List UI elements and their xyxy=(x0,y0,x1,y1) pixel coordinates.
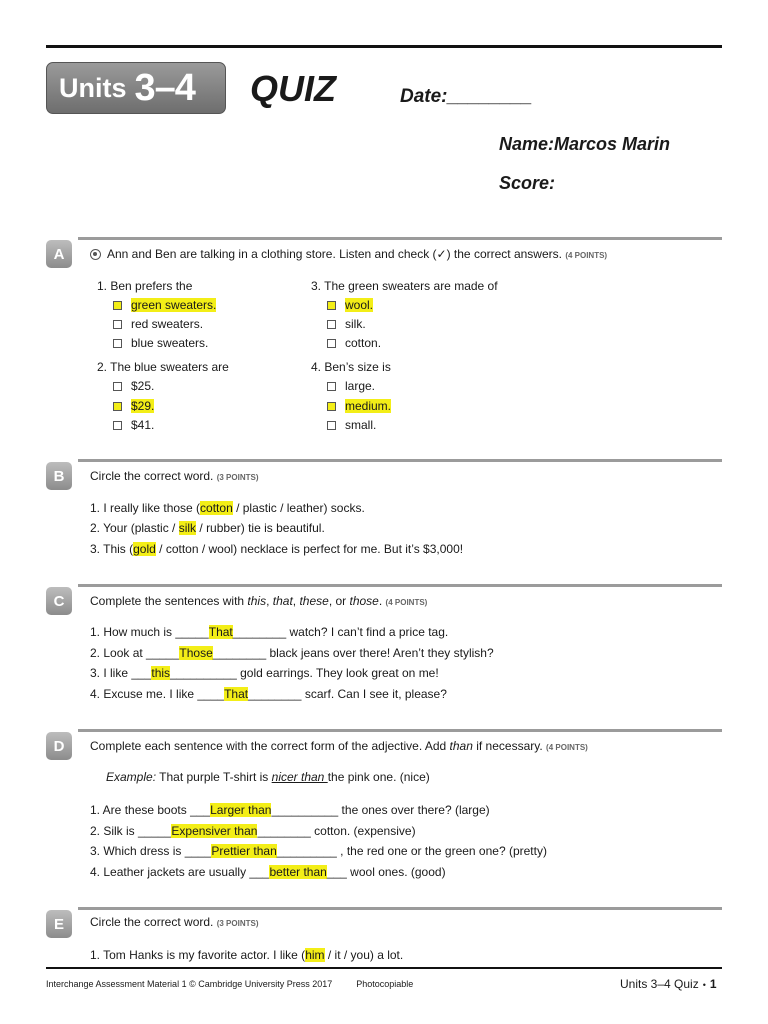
name-field: Name:Marcos Marin xyxy=(499,134,671,154)
footer-page-info: Units 3–4 Quiz • 1 xyxy=(620,977,717,991)
checkbox[interactable] xyxy=(113,382,122,391)
answer-option[interactable]: small. xyxy=(327,418,376,432)
list-item: 1. I really like those (cotton / plastic / leather) socks. xyxy=(90,501,365,515)
section-d-points: (4 POINTS) xyxy=(546,743,588,752)
answer-option[interactable]: silk. xyxy=(327,317,366,331)
photocopiable-label: Photocopiable xyxy=(356,979,414,989)
section-c-rule xyxy=(78,584,722,587)
checkbox[interactable] xyxy=(113,339,122,348)
checkbox-checked[interactable] xyxy=(327,402,336,411)
answer-option[interactable]: cotton. xyxy=(327,336,381,350)
section-c-instruction: Complete the sentences with this, that, these, or those. (4 POINTS) xyxy=(90,594,428,608)
answer-highlight: this xyxy=(151,666,171,680)
list-item: 3. I like ___this__________ gold earrings. They look great on me! xyxy=(90,666,439,680)
list-item: 4. Excuse me. I like ____That________ scarf. Can I see it, please? xyxy=(90,687,447,701)
section-b-badge: B xyxy=(46,462,72,490)
audio-icon xyxy=(90,249,101,260)
score-field: Score: xyxy=(499,173,556,193)
list-item: 4. Leather jackets are usually ___better than___ wool ones. (good) xyxy=(90,865,446,879)
answer-highlight: better than xyxy=(269,865,327,879)
answer-highlight: Expensiver than xyxy=(171,824,258,838)
section-d-rule xyxy=(78,729,722,732)
units-badge xyxy=(46,62,226,114)
answer-option[interactable]: $29. xyxy=(113,399,154,413)
answer-option[interactable]: blue sweaters. xyxy=(113,336,208,350)
footer-rule xyxy=(46,967,722,969)
answer-highlight: Prettier than xyxy=(211,844,277,858)
question-prompt: 4. Ben’s size is xyxy=(311,360,391,374)
checkbox-checked[interactable] xyxy=(113,402,122,411)
answer-highlight: gold xyxy=(133,542,156,556)
list-item: 2. Look at _____Those________ black jeans over there! Aren’t they stylish? xyxy=(90,646,494,660)
list-item: 3. Which dress is ____Prettier than_________ , the red one or the green one? (pretty) xyxy=(90,844,547,858)
section-a-badge: A xyxy=(46,240,72,268)
checkbox[interactable] xyxy=(327,320,336,329)
example-sentence: Example: That purple T-shirt is nicer than the pink one. (nice) xyxy=(106,770,430,784)
section-c-points: (4 POINTS) xyxy=(385,598,428,607)
answer-option[interactable]: $25. xyxy=(113,379,154,393)
section-b-points: (3 POINTS) xyxy=(216,473,259,482)
answer-highlight: That xyxy=(208,625,233,639)
question-prompt: 3. The green sweaters are made of xyxy=(311,279,498,293)
checkbox[interactable] xyxy=(327,382,336,391)
answer-highlight: him xyxy=(305,948,325,962)
answer-option[interactable]: green sweaters. xyxy=(113,298,216,312)
example-answer: nicer than xyxy=(271,770,328,784)
checkbox[interactable] xyxy=(113,421,122,430)
checkbox[interactable] xyxy=(327,421,336,430)
quiz-title: QUIZ xyxy=(250,68,336,109)
units-word: Units xyxy=(59,72,127,103)
checkbox-checked[interactable] xyxy=(113,301,122,310)
section-a-instruction: Ann and Ben are talking in a clothing store. Listen and check (✓) the correct answers. (4 POINTS) xyxy=(90,247,607,261)
list-item: 3. This (gold / cotton / wool) necklace is perfect for me. But it’s $3,000! xyxy=(90,542,464,556)
answer-option[interactable]: medium. xyxy=(327,399,391,413)
answer-highlight: That xyxy=(224,687,249,701)
page-number: 1 xyxy=(709,977,717,991)
list-item: 1. How much is _____That________ watch? I can’t find a price tag. xyxy=(90,625,449,639)
list-item: 1. Are these boots ___Larger than__________ the ones over there? (large) xyxy=(90,803,490,817)
answer-option[interactable]: red sweaters. xyxy=(113,317,203,331)
answer-option[interactable]: large. xyxy=(327,379,375,393)
units-range: 3–4 xyxy=(134,66,195,109)
section-e-instruction: Circle the correct word. (3 POINTS) xyxy=(90,915,259,929)
section-e-points: (3 POINTS) xyxy=(216,919,259,928)
section-e-rule xyxy=(78,907,722,910)
answer-highlight: cotton xyxy=(200,501,233,515)
answer-option[interactable]: wool. xyxy=(327,298,373,312)
list-item: 1. Tom Hanks is my favorite actor. I like (him / it / you) a lot. xyxy=(90,948,404,962)
question-prompt: 2. The blue sweaters are xyxy=(97,360,229,374)
answer-highlight: Those xyxy=(179,646,213,660)
checkbox[interactable] xyxy=(113,320,122,329)
section-c-badge: C xyxy=(46,587,72,615)
section-e-badge: E xyxy=(46,910,72,938)
question-prompt: 1. Ben prefers the xyxy=(97,279,193,293)
date-field: Date:________ xyxy=(400,86,533,107)
section-a-points: (4 POINTS) xyxy=(565,251,608,260)
section-b-instruction: Circle the correct word. (3 POINTS) xyxy=(90,469,259,483)
answer-option[interactable]: $41. xyxy=(113,418,154,432)
checkbox-checked[interactable] xyxy=(327,301,336,310)
answer-highlight: Larger than xyxy=(210,803,272,817)
answer-highlight: silk xyxy=(178,521,197,535)
footer-copyright: Interchange Assessment Material 1 © Cambridge University Press 2017 Photocopiable xyxy=(46,979,414,989)
section-a-rule xyxy=(78,237,722,240)
list-item: 2. Your (plastic / silk / rubber) tie is beautiful. xyxy=(90,521,325,535)
section-b-rule xyxy=(78,459,722,462)
section-d-instruction: Complete each sentence with the correct form of the adjective. Add than if necessary. (4 POINTS) xyxy=(90,739,588,753)
section-d-badge: D xyxy=(46,732,72,760)
list-item: 2. Silk is _____Expensiver than________ cotton. (expensive) xyxy=(90,824,416,838)
top-rule xyxy=(46,45,722,48)
checkbox[interactable] xyxy=(327,339,336,348)
